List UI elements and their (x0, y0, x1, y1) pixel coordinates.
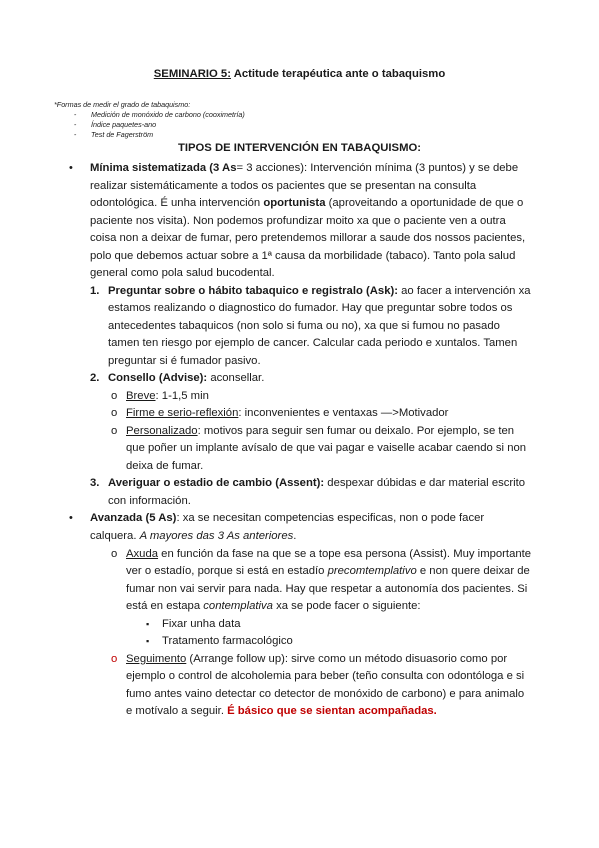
axuda-line-1 (126, 547, 531, 562)
ask-line-2: estamos realizando o diagnostico do fumador. Hay que preguntar sobre todos os (108, 302, 513, 314)
ask-line-1 (108, 284, 531, 299)
assent-line-1 (108, 476, 525, 491)
minima-line-5: coisa non a deixar de fumar, pero pretendemos millorar a saude dos nossos pacientes, (90, 232, 526, 244)
item-text: : motivos para seguir sen fumar ou deixalo. Por ejemplo, se ten (197, 425, 515, 437)
advise-item-breve (126, 389, 209, 404)
advise-line-1 (108, 371, 264, 386)
minima-text: odontológica. É unha intervención (90, 197, 264, 209)
minima-line-4: paciente nos visita). Non podemos profundizar moito xa que o paciente ven a outra (90, 215, 506, 227)
ask-text: ao facer a intervención xa (398, 285, 531, 297)
avanzada-text: . (293, 530, 297, 542)
minima-line-1 (90, 161, 518, 176)
advise-title: Consello (Advise): (108, 372, 208, 384)
ask-number: 1. (90, 285, 100, 297)
dash-marker: - (74, 120, 77, 129)
item-text: : inconvenientes e ventaxas —>Motivador (238, 407, 449, 419)
seguimento-text: (Arrange follow up): sirve como un método disuasorio como por (186, 653, 508, 665)
item-term: Personalizado (126, 425, 198, 437)
advise-item-personalizado (126, 424, 514, 439)
circle-marker: o (111, 425, 118, 437)
ask-line-3: antecedentes tabaquicos (non solo si fuma ou no), xa que si fumou no pasado (108, 320, 500, 332)
avanzada-title: Avanzada (5 As) (90, 512, 177, 524)
axuda-text: en función da fase na que se a tope esa persona (Assist). Muy importante (158, 548, 532, 560)
avanzada-line-2 (90, 529, 296, 544)
circle-marker-red: o (111, 653, 118, 665)
seguimento-line-1 (126, 652, 507, 667)
note-item: Índice paquetes-ano (91, 120, 157, 129)
item-text: : 1-1,5 min (155, 390, 209, 402)
bullet-marker: • (69, 512, 73, 524)
axuda-italic: contemplativa (203, 600, 273, 612)
axuda-text: xa se pode facer o siguiente: (272, 600, 421, 612)
square-marker: ▪ (146, 619, 150, 629)
item-term: Firme e serio-reflexión (126, 407, 239, 419)
avanzada-line-1 (90, 511, 484, 526)
ask-line-4: tamen ten riesgo por ejemplo de cancer. Calcular cada periodo e xuntalos. Tamen (108, 337, 518, 349)
minima-line-3 (90, 196, 523, 211)
advise-item-firme (126, 406, 448, 421)
axuda-term: Axuda (126, 548, 159, 560)
advise-cont-1: que poñer un implante avísalo de que vai pagar e vaiselle acabar caendo si non (126, 442, 527, 454)
circle-marker: o (111, 548, 118, 560)
dash-marker: - (74, 130, 77, 139)
note-item: Medición de monóxido de carbono (cooximetría) (91, 110, 245, 119)
advise-number: 2. (90, 372, 100, 384)
avanzada-text: : xa se necesitan competencias especificas, non o pode facer (176, 512, 485, 524)
seguimento-line-3: fumo antes vaino detectar co detector de monóxido de carbono) e para animalo (126, 688, 525, 700)
list-number (90, 371, 99, 386)
assent-number: 3. (90, 477, 100, 489)
axuda-sub-item: Tratamento farmacológico (162, 635, 293, 647)
title-seminar-label: SEMINARIO 5: (153, 68, 231, 80)
note-item: Test de Fagerström (91, 130, 154, 139)
list-number (90, 284, 99, 299)
advise-cont-2: deixa de fumar. (126, 460, 204, 472)
seguimento-text: e motívalo a seguir. (126, 705, 228, 717)
minima-line-2: realizar sistemáticamente a todos os pacientes que se presentan na consulta (90, 180, 477, 192)
advise-text: aconsellar. (207, 372, 265, 384)
ask-line-5: preguntar si é fumador pasivo. (108, 355, 261, 367)
notes-heading: *Formas de medir el grado de tabaquismo: (54, 100, 191, 109)
circle-marker: o (111, 407, 118, 419)
assent-text: despexar dúbidas e dar material escrito (324, 477, 526, 489)
item-term: Breve (126, 390, 156, 402)
title-text: Actitude terapéutica ante o tabaquismo (230, 68, 446, 80)
seguimento-line-4 (126, 704, 437, 719)
oportunista-term: oportunista (263, 197, 326, 209)
axuda-line-2 (126, 564, 530, 579)
axuda-line-4 (126, 599, 421, 614)
list-number (90, 476, 99, 491)
minima-title: Mínima sistematizada (3 As (90, 162, 237, 174)
assent-title: Averiguar o estadio de cambio (Assent): (108, 477, 325, 489)
axuda-text: ver o estadío, porque si está en estadío (126, 565, 328, 577)
axuda-text: e non quere deixar de (416, 565, 530, 577)
axuda-italic: precomtemplativo (327, 565, 417, 577)
minima-text: (aproveitando a oportunidade de que o (325, 197, 524, 209)
circle-marker: o (111, 390, 118, 402)
assent-line-2: con información. (108, 495, 191, 507)
avanzada-italic: A mayores das 3 As anteriores (139, 530, 294, 542)
axuda-sub-item: Fixar unha data (162, 618, 241, 630)
minima-text: = 3 acciones): Intervención mínima (3 puntos) y se debe (236, 162, 519, 174)
section-heading: TIPOS DE INTERVENCIÓN EN TABAQUISMO: (177, 142, 422, 154)
dash-marker: - (74, 110, 77, 119)
axuda-line-3: fumar non vai servir para nada. Hay que respetar a autonomía dos pacientes. Si (126, 583, 528, 595)
seguimento-term: Seguimento (126, 653, 187, 665)
emphasis-text: É básico que se sientan acompañadas. (227, 705, 437, 717)
bullet-marker: • (69, 162, 73, 174)
seguimento-line-2: ejemplo o control de alcoholemia para beber (teño consulta con odontóloga e si (126, 670, 525, 682)
axuda-text: está en estapa (126, 600, 204, 612)
avanzada-text: calquera. (90, 530, 140, 542)
document-title (0, 68, 599, 80)
ask-title: Preguntar sobre o hábito tabaquico e registralo (Ask): (108, 285, 399, 297)
minima-line-6: polo que debemos actuar sobre a 1ª causa da morbilidade (tabaco). Tanto pola salud (90, 250, 516, 262)
square-marker: ▪ (146, 636, 150, 646)
minima-line-7: general como pola salud bucodental. (90, 267, 275, 279)
